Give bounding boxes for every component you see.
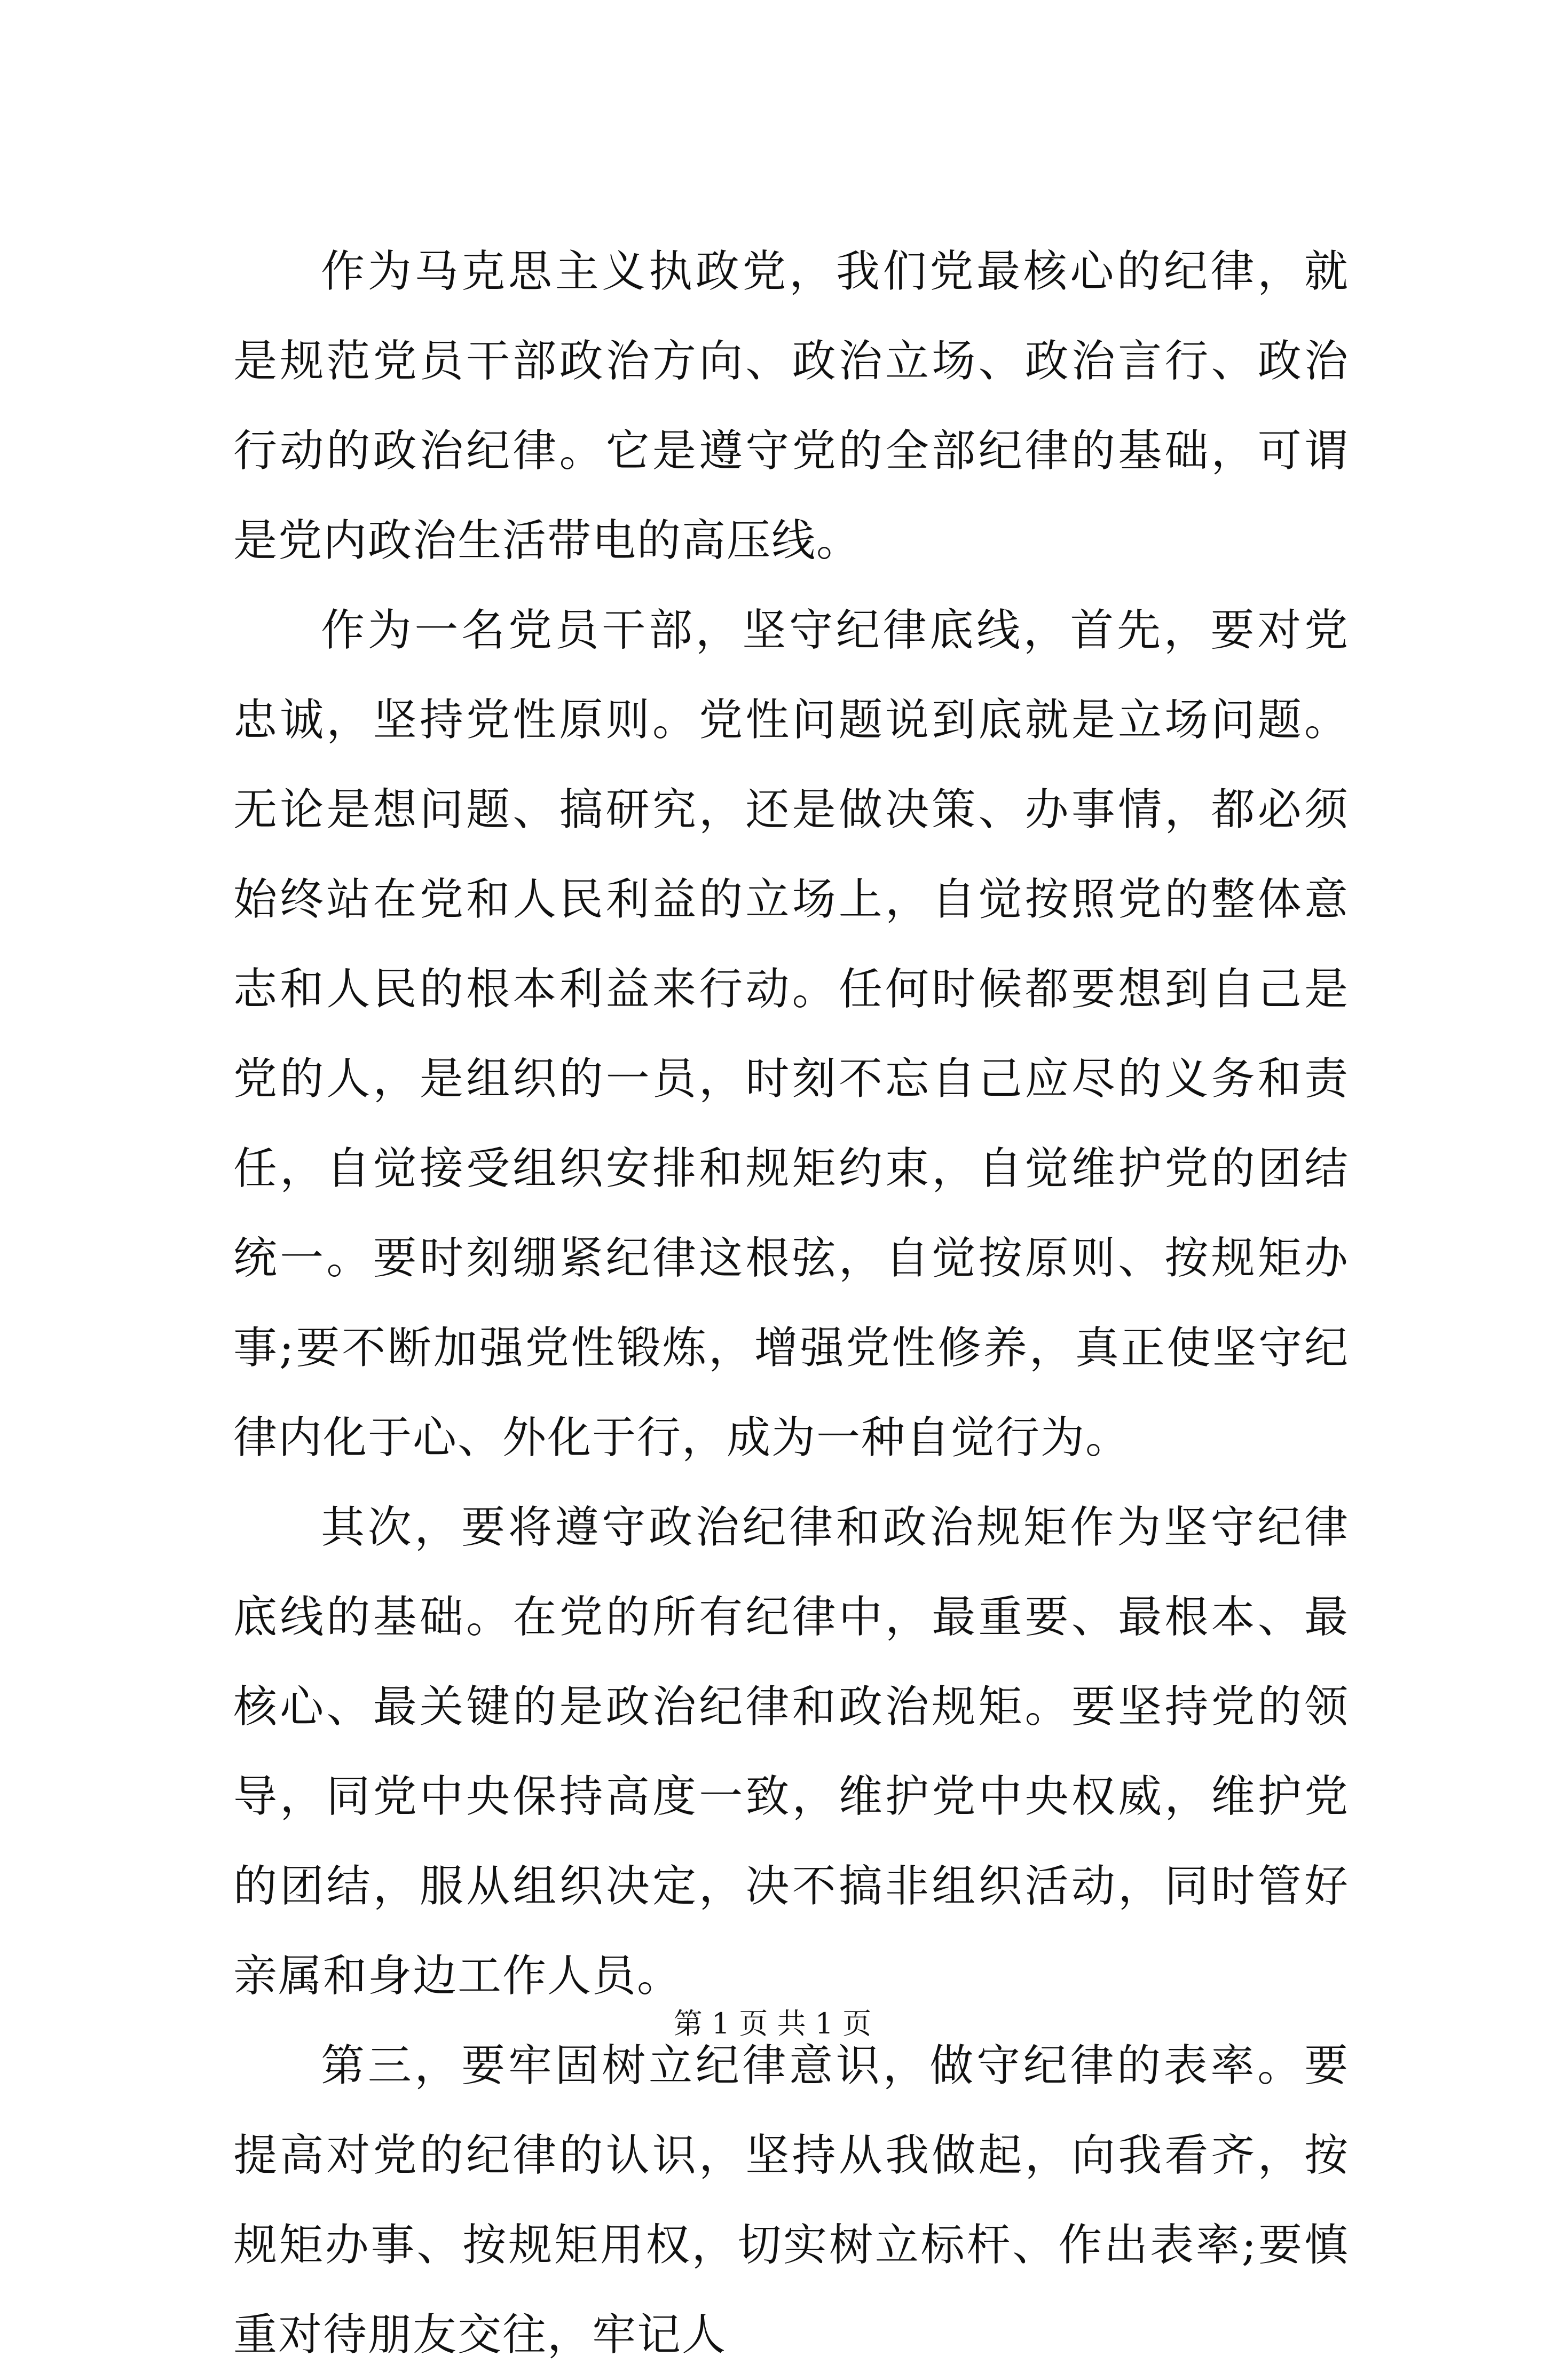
paragraph-political-discipline: 作为马克思主义执政党，我们党最核心的纪律，就是规范党员干部政治方向、政治立场、政治言行、政治行动的政治纪律。它是遵守党的全部纪律的基础，可谓是党内政治生活带电的高压线。 [233, 246, 1349, 566]
paragraph-political-rules: 其次，要将遵守政治纪律和政治规矩作为坚守纪律底线的基础。在党的所有纪律中，最重要、最根本、最核心、最关键的是政治纪律和政治规矩。要坚持党的领导，同党中央保持高度一致，维护党中央权威，维护党的团结，服从组织决定，决不搞非组织活动，同时管好亲属和身边工作人员。 [233, 1502, 1349, 2001]
document-body [233, 227, 1349, 2380]
page-number-footer: 第 1 页 共 1 页 [673, 2007, 872, 2040]
paragraph-discipline-awareness: 第三，要牢固树立纪律意识，做守纪律的表率。要提高对党的纪律的认识，坚持从我做起，向我看齐，按规矩办事、按规矩用权，切实树立标杆、作出表率;要慎重对待朋友交往，牢记人 [233, 2040, 1349, 2360]
paragraph-loyalty-to-party: 作为一名党员干部，坚守纪律底线，首先，要对党忠诚，坚持党性原则。党性问题说到底就是立场问题。无论是想问题、搞研究，还是做决策、办事情，都必须始终站在党和人民利益的立场上，自觉按照党的整体意志和人民的根本利益来行动。任何时候都要想到自己是党的人，是组织的一员，时刻不忘自己应尽的义务和责任，自觉接受组织安排和规矩约束，自觉维护党的团结统一。要时刻绷紧纪律这根弦，自觉按原则、按规矩办事;要不断加强党性锻炼，增强党性修养，真正使坚守纪律内化于心、外化于行，成为一种自觉行为。 [233, 605, 1349, 1463]
